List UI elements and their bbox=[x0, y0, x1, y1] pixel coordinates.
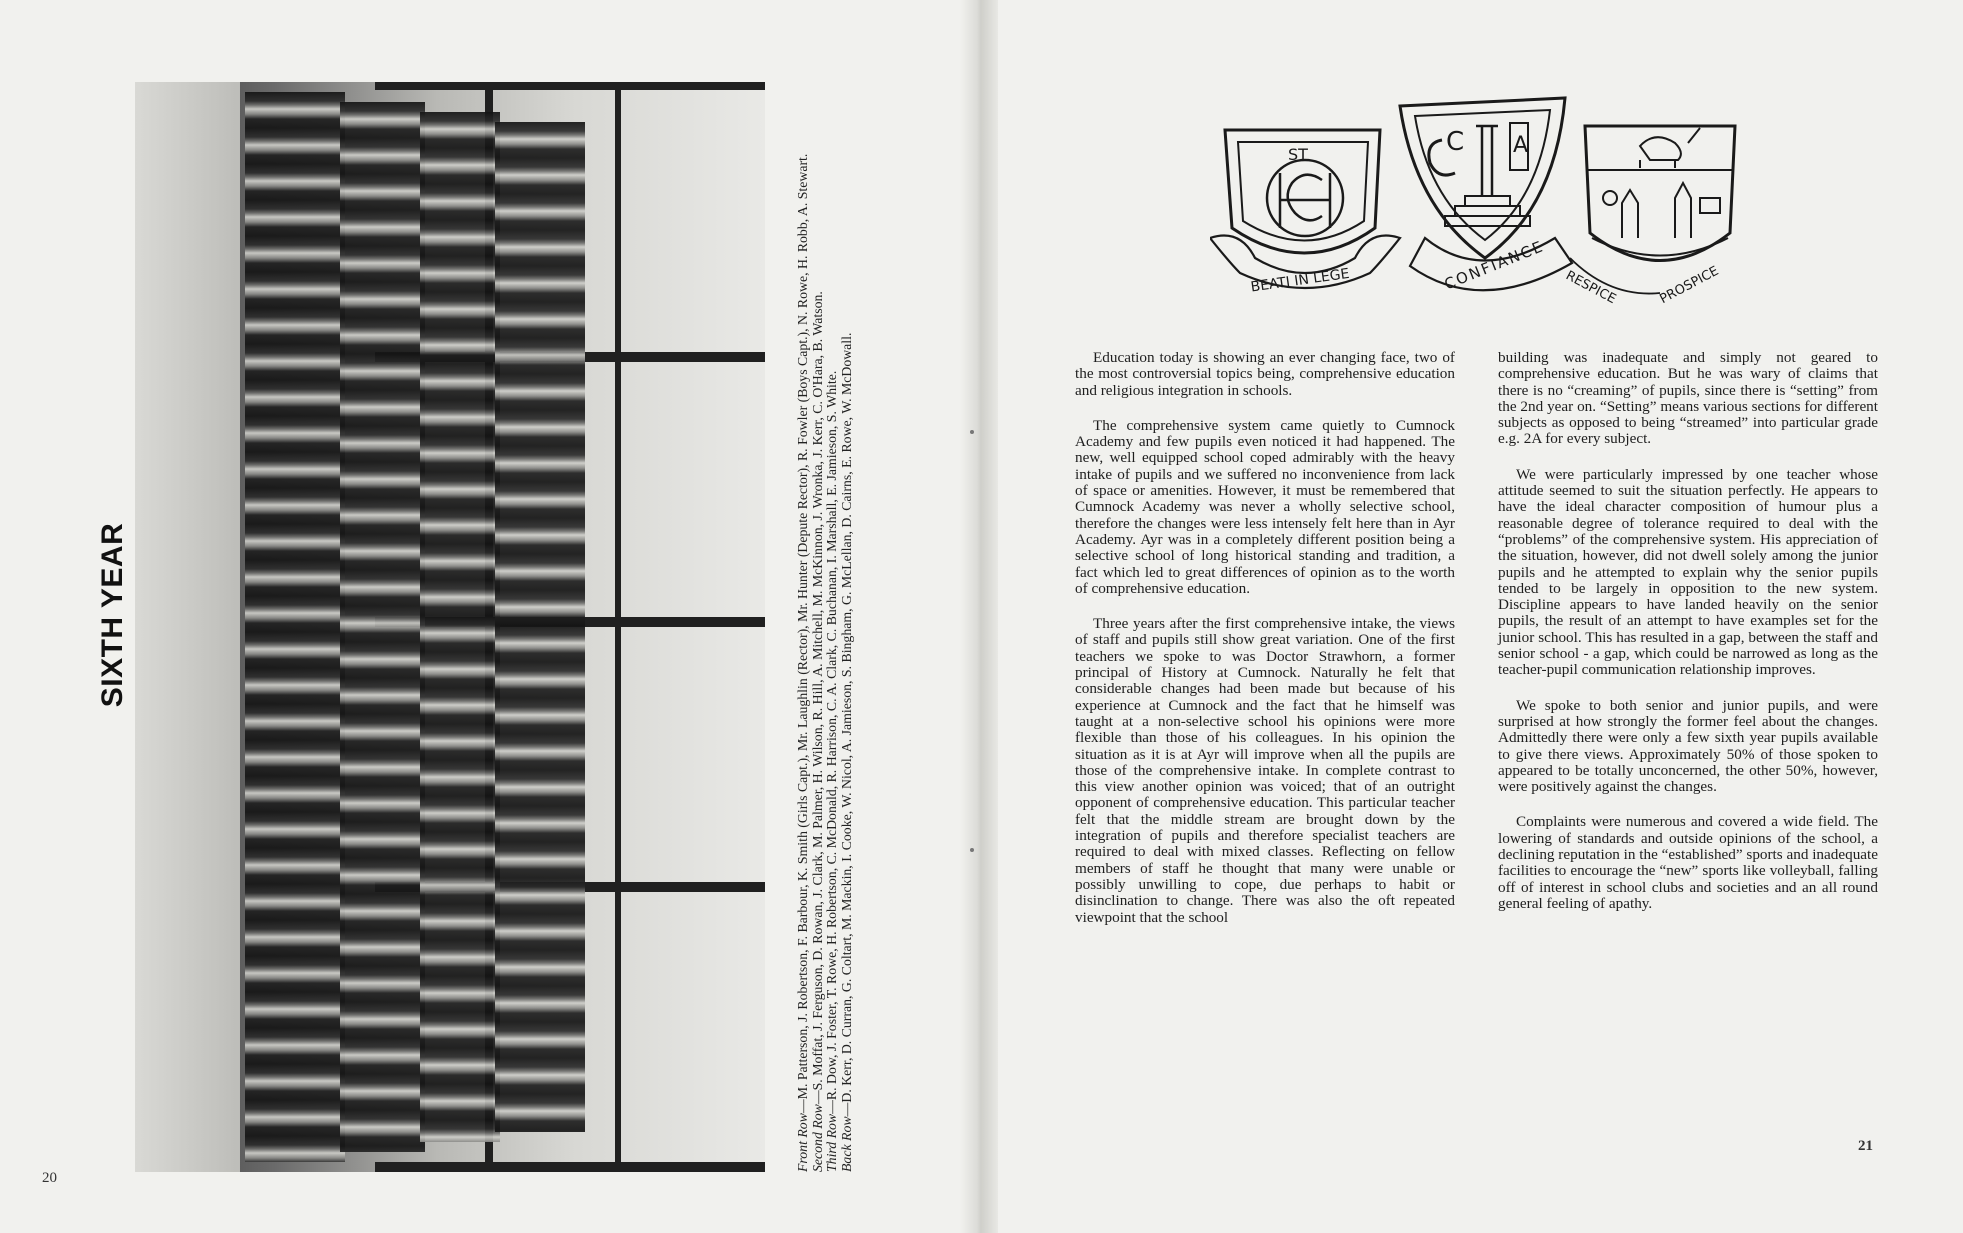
crest2-letter-c: C bbox=[1446, 127, 1465, 157]
window-frame bbox=[615, 82, 621, 1172]
article-paragraph: We were particularly impressed by one teacher whose attitude seemed to suit the situation perfectly. He appears to have the ideal character composition of humour plus a reasonable degree of tolerance required to deal with the “problems” of the comprehensive system. His appreciation of the situation, however, did not dwell solely among the junior pupils and he attempted to explain why the senior pupils tended to be largely in opposition to the new system. Discipline appears to have landed heavily on the senior pupils, the result of an attempt to have examples set for the junior school. This has resulted in a gap, between the staff and senior school - a gap, which could be narrowed as long as the teacher-pupil communication relationship improves. bbox=[1498, 465, 1878, 679]
photo-third-row bbox=[420, 112, 500, 1142]
page-gutter bbox=[960, 0, 998, 1233]
page-number-right: 21 bbox=[1858, 1138, 1873, 1154]
article-column-right bbox=[1498, 350, 1878, 931]
article-column-left bbox=[1075, 350, 1455, 945]
binding-stitch bbox=[970, 430, 974, 434]
crest1-monogram: ST bbox=[1288, 145, 1308, 164]
section-title: SIXTH YEAR bbox=[96, 522, 129, 708]
article-paragraph: Complaints were numerous and covered a wide field. The lowering of standards and outside opinions of the school, a declining reputation in the “established” sports and inadequate facilities to encourage the “new” sports like volleyball, falling off of interest in school clubs and societies and an all round general feeling of apathy. bbox=[1498, 813, 1878, 912]
crest3-motto-right: PROSPICE bbox=[1657, 263, 1722, 308]
article-paragraph: building was inadequate and simply not geared to comprehensive education. But he was wary of claims that there is no “creaming” of pupils, since there is “setting” from the 2nd year on. “Setting” means various sections for different subjects as opposed to being “streamed” into particular grade e.g. 2A for every subject. bbox=[1498, 349, 1878, 448]
article-paragraph: Three years after the first comprehensive intake, the views of staff and pupils still show great variation. One of the first teachers we spoke to was Doctor Strawhorn, a former principal of History at Cumnock. Naturally he felt that considerable changes had been made but because of his experience at Cumnock and the fact that he himself was taught at a non-selective school his opinions were more flexible than those of his colleagues. In his opinion the situation as it is at Ayr will improve when all the pupils are those of the comprehensive intake. In complete contrast to this view another opinion was voiced; that of an outright opponent of comprehensive education. This particular teacher felt that the middle stream are brought down by the integration of pupils and therefore specialist teachers are required to deal with mixed classes. Reflecting on fellow members of staff he thought that many were unable or possibly unwilling to cope, due perhaps to habit or disinclination to change. There was also the oft repeated viewpoint that the school bbox=[1075, 615, 1455, 926]
photo-front-row bbox=[245, 92, 345, 1162]
photo-floor bbox=[135, 82, 240, 1172]
crest2-letter-a: A bbox=[1513, 133, 1529, 158]
window-frame bbox=[375, 82, 765, 90]
school-crests bbox=[1210, 88, 1740, 310]
article-paragraph: The comprehensive system came quietly to Cumnock Academy and few pupils even noticed it had happened. The new, well equipped school coped admirably with the heavy intake of pupils and we suffered no inconvenience from lack of space or amenities. However, it must be remembered that Cumnock Academy was never a wholly selective school, therefore the changes were less intensely felt here than in Ayr Academy. Ayr was in a completely different position being a selective school of long historical standing and tradition, a fact which led to great differences of opinion as to the worth of comprehensive education. bbox=[1075, 416, 1455, 597]
caption-front-row: Front Row—M. Patterson, J. Robertson, F. Barbour, K. Smith (Girls Capt.), Mr. Laughlin (Rector), Mr. Hunter (Depute Rector), R. Fowler (Boys Capt.), N. Rowe, H. Robb, A. Stewart. bbox=[794, 153, 810, 1172]
window-frame bbox=[375, 1162, 765, 1172]
caption-third-row: Third Row—R. Dow, J. Foster, T. Rowe, H. Robertson, C. McDonald, R. Harrison, C. A. Clark, C. Buchanan, I. Marshall, E. Jamieson, S. White. bbox=[824, 370, 839, 1172]
page-number-left: 20 bbox=[42, 1170, 57, 1186]
article-paragraph: Education today is showing an ever changing face, two of the most controversial topics being, comprehensive education and religious integration in schools. bbox=[1075, 349, 1455, 399]
caption-second-row: Second Row—S. Moffat, J. Ferguson, D. Rowan, J. Clark, M. Palmer, H. Wilson, R. Hill, A. Mitchell, M. McKinnon, J. Wronka, J. Kerr, C. O'Hara, B. Watson. bbox=[809, 291, 825, 1172]
photo-second-row bbox=[340, 102, 425, 1152]
photo-back-row bbox=[495, 122, 585, 1132]
class-group-photo bbox=[135, 82, 765, 1172]
binding-stitch bbox=[970, 848, 974, 852]
article-paragraph: We spoke to both senior and junior pupils, and were surprised at how strongly the former feel about the changes. Admittedly there were only a few sixth year pupils available to give there views. Approximately 50% of those spoken to appeared to be totally unconcerned, the other 50%, however, were positively against the changes. bbox=[1498, 696, 1878, 796]
crest2-motto: CONFIANCE bbox=[1441, 237, 1547, 294]
crest3-motto-left: RESPICE bbox=[1563, 268, 1619, 308]
crest1-motto: BEATI IN LEGE bbox=[1249, 265, 1351, 296]
caption-back-row: Back Row—D. Kerr, D. Curran, G. Coltart, M. Mackin, I. Cooke, W. Nicol, A. Jamieson, S. Bingham, G. McLellan, D. Cairns, E. Rowe, W. McDowall. bbox=[838, 332, 854, 1172]
photo-caption bbox=[770, 82, 880, 1172]
